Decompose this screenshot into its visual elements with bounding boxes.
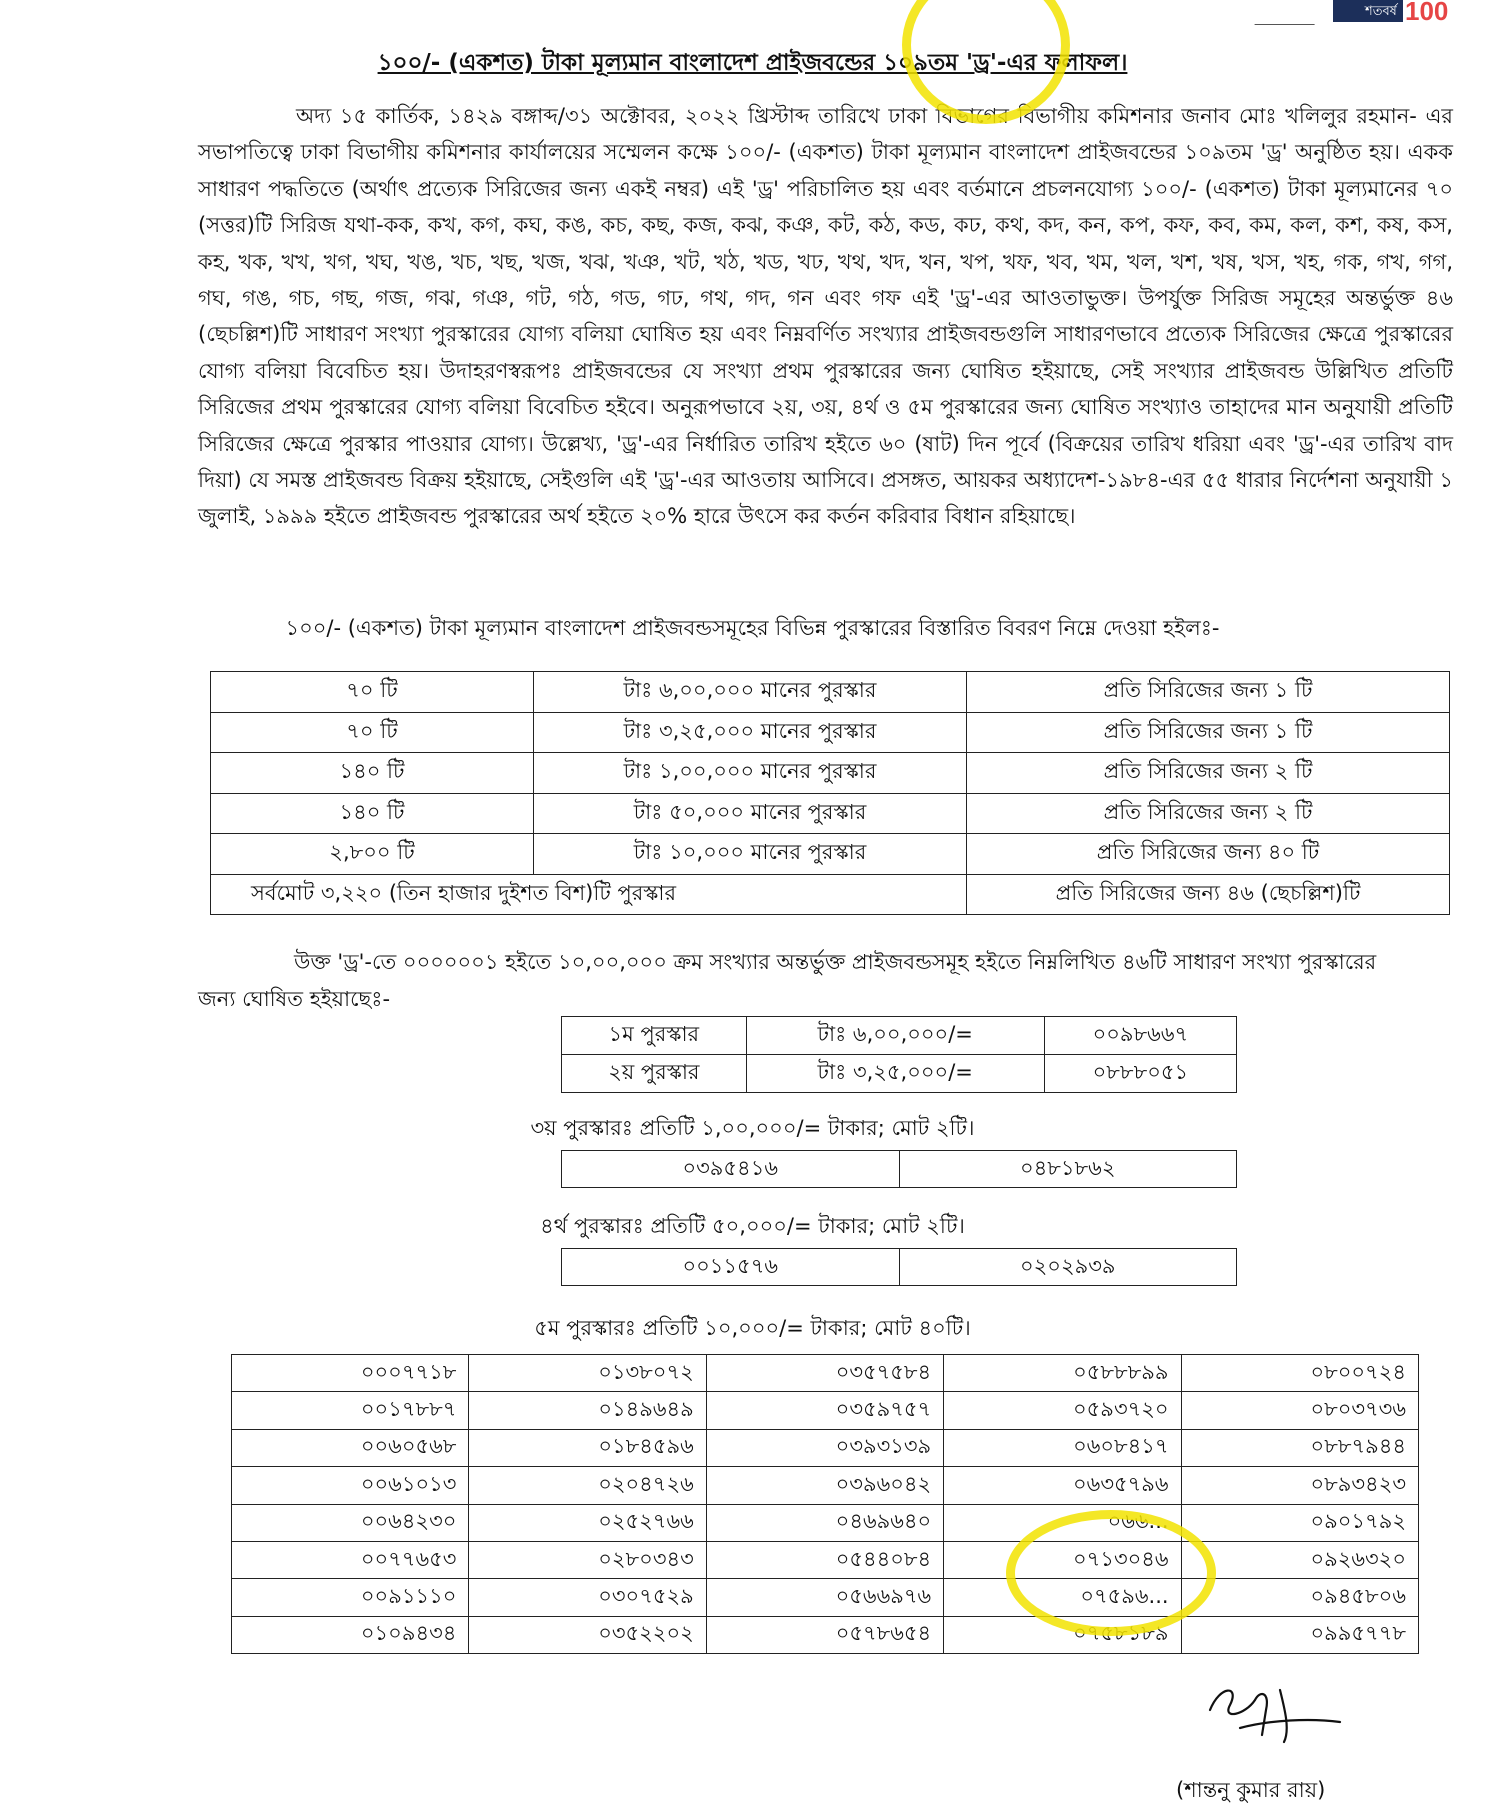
table-cell: ০৩৫৭৫৮৪ <box>706 1355 943 1392</box>
table-cell: ০০৬৪২৩০ <box>232 1504 469 1541</box>
table-cell: ০৬০৮৪১৭ <box>944 1429 1181 1466</box>
document-title: ১০০/- (একশত) টাকা মূল্যমান বাংলাদেশ প্রাইজবন্ডের ১০৯তম 'ড্র'-এর ফলাফল। <box>377 50 1128 76</box>
table-cell: ০৬৩৫৭৯৬ <box>944 1467 1181 1504</box>
table-row <box>211 712 1450 753</box>
table-cell: ০৫৬৬৯৭৬ <box>706 1579 943 1616</box>
fifth-prize-header: ৫ম পুরস্কারঃ প্রতিটি ১০,০০০/= টাকার; মোট ৪০টি। <box>534 1316 971 1340</box>
table-cell: ১৪০ টি <box>211 793 534 834</box>
top-prizes-table <box>561 1016 1237 1093</box>
table-cell: ০৩৯৬০৪২ <box>706 1467 943 1504</box>
table-cell: ০০৬০৫৬৮ <box>232 1429 469 1466</box>
table-cell: ০৭১৩০৪৬ <box>944 1541 1181 1578</box>
table-cell: ৭০ টি <box>211 712 534 753</box>
table-cell: ০৯৪৫৮০৬ <box>1181 1579 1418 1616</box>
table-row <box>232 1467 1419 1504</box>
table-row <box>232 1541 1419 1578</box>
table-cell: প্রতি সিরিজের জন্য ৪০ টি <box>967 834 1450 875</box>
prize-number: ০০১১৫৭৬ <box>562 1249 900 1286</box>
table-cell: ০২৫২৭৬৬ <box>469 1504 706 1541</box>
table-cell: প্রতি সিরিজের জন্য ৪৬ (ছেচল্লিশ)টি <box>967 874 1450 915</box>
table-cell: প্রতি সিরিজের জন্য ১ টি <box>967 672 1450 713</box>
table-cell: ০১৩৮০৭২ <box>469 1355 706 1392</box>
third-prize-header: ৩য় পুরস্কারঃ প্রতিটি ১,০০,০০০/= টাকার; মোট ২টি। <box>530 1116 975 1140</box>
table-cell: ০৯২৬৩২০ <box>1181 1541 1418 1578</box>
table-row <box>232 1355 1419 1392</box>
table-cell: টাঃ ৬,০০,০০০ মানের পুরস্কার <box>534 672 967 713</box>
logo <box>1263 0 1463 24</box>
table-cell: ০৫৯৩৭২০ <box>944 1392 1181 1429</box>
table-cell: ০৭৫৯৬... <box>944 1579 1181 1616</box>
table-cell: টাঃ ৩,২৫,০০০ মানের পুরস্কার <box>534 712 967 753</box>
table-cell: ০৬৬... <box>944 1504 1181 1541</box>
table-cell: ০১০৯৪৩৪ <box>232 1616 469 1653</box>
table-cell: টাঃ ১,০০,০০০ মানের পুরস্কার <box>534 753 967 794</box>
table-cell: ০১৪৯৬৪৯ <box>469 1392 706 1429</box>
table-row <box>232 1504 1419 1541</box>
table-row <box>211 672 1450 713</box>
table-cell: ০৩৫২২০২ <box>469 1616 706 1653</box>
table-cell: ০৭৫৮১৮৯ <box>944 1616 1181 1653</box>
table-cell: ১৪০ টি <box>211 753 534 794</box>
table-cell: ০০৬১০১৩ <box>232 1467 469 1504</box>
table-cell: ০০৯১১১০ <box>232 1579 469 1616</box>
table-cell: টাঃ ৩,২৫,০০০/= <box>746 1055 1044 1093</box>
table-row <box>562 1151 1237 1188</box>
table-cell: টাঃ ৬,০০,০০০/= <box>746 1017 1044 1055</box>
prize-number: ০৩৯৫৪১৬ <box>562 1151 900 1188</box>
prize-number: ০২০২৯৩৯ <box>899 1249 1237 1286</box>
table-cell: ০৮০০৭২৪ <box>1181 1355 1418 1392</box>
logo-subtitle: শতবর্ষ <box>1365 4 1397 19</box>
table-cell: ০৯০১৭৯২ <box>1181 1504 1418 1541</box>
table-cell: ১ম পুরস্কার <box>562 1017 747 1055</box>
table-cell: প্রতি সিরিজের জন্য ২ টি <box>967 793 1450 834</box>
table-cell: ২য় পুরস্কার <box>562 1055 747 1093</box>
table-cell: ০০৭৭৬৫৩ <box>232 1541 469 1578</box>
logo-number: 100 <box>1405 0 1449 26</box>
table-row <box>232 1392 1419 1429</box>
table-row <box>211 874 1450 915</box>
table-cell: ০০০৭৭১৮ <box>232 1355 469 1392</box>
intro-paragraph: অদ্য ১৫ কার্তিক, ১৪২৯ বঙ্গাব্দ/৩১ অক্টোবর, ২০২২ খ্রিস্টাব্দ তারিখে ঢাকা বিভাগের বিভাগীয় কমিশনার জনাব মোঃ খলিলুর রহমান- এর সভাপতিত্বে ঢাকা বিভাগীয় কমিশনার কার্যালয়ের সম্মেলন কক্ষে ১০০/- (একশত) টাকা মূল্যমান বাংলাদেশ প্রাইজবন্ডের ১০৯তম 'ড্র' অনুষ্ঠিত হয়। একক সাধারণ পদ্ধতিতে (অর্থাৎ প্রত্যেক সিরিজের জন্য একই নম্বর) এই 'ড্র' পরিচালিত হয় এবং বর্তমানে প্রচলনযোগ্য ১০০/- (একশত) টাকা মূল্যমানের ৭০ (সত্তর)টি সিরিজ যথা-কক, কখ, কগ, কঘ, কঙ, কচ, কছ, কজ, কঝ, কঞ, কট, কঠ, কড, কঢ, কথ, কদ, কন, কপ, কফ, কব, কম, কল, কশ, কষ, কস, কহ, খক, খখ, খগ, খঘ, খঙ, খচ, খছ, খজ, খঝ, খঞ, খট, খঠ, খড, খঢ, খথ, খদ, খন, খপ, খফ, খব, খম, খল, খশ, খষ, খস, খহ, গক, গখ, গগ, গঘ, গঙ, গচ, গছ, গজ, গঝ, গঞ, গট, গঠ, গড, গঢ, গথ, গদ, গন এবং গফ এই 'ড্র'-এর আওতাভুক্ত। উপর্যুক্ত সিরিজ সমূহের অন্তর্ভুক্ত ৪৬ (ছেচল্লিশ)টি সাধারণ সংখ্যা পুরস্কারের যোগ্য বলিয়া ঘোষিত হয় এবং নিম্নবর্ণিত সংখ্যার প্রাইজবন্ডগুলি সাধারণভাবে প্রত্যেক সিরিজের ক্ষেত্রে পুরস্কারের যোগ্য বলিয়া বিবেচিত হয়। উদাহরণস্বরূপঃ প্রাইজবন্ডের যে সংখ্যা প্রথম পুরস্কারের জন্য ঘোষিত হইয়াছে, সেই সংখ্যার প্রাইজবন্ড উল্লিখিত প্রতিটি সিরিজের প্রথম পুরস্কারের যোগ্য বলিয়া বিবেচিত হইবে। অনুরূপভাবে ২য়, ৩য়, ৪র্থ ও ৫ম পুরস্কারের জন্য ঘোষিত সংখ্যাও তাহাদের মান অনুযায়ী প্রতিটি সিরিজের ক্ষেত্রে পুরস্কার পাওয়ার যোগ্য। উল্লেখ্য, 'ড্র'-এর নির্ধারিত তারিখ হইতে ৬০ (ষাট) দিন পূর্বে (বিক্রয়ের তারিখ ধরিয়া এবং 'ড্র'-এর তারিখ বাদ দিয়া) যে সমস্ত প্রাইজবন্ড বিক্রয় হইয়াছে, সেইগুলি এই 'ড্র'-এর আওতায় আসিবে। প্রসঙ্গত, আয়কর অধ্যাদেশ-১৯৮৪-এর ৫৫ ধারার নির্দেশনা অনুযায়ী ১ জুলাই, ১৯৯৯ হইতে প্রাইজবন্ড পুরস্কারের অর্থ হইতে ২০% হারে উৎসে কর কর্তন করিবার বিধান রহিয়াছে। <box>198 104 1453 529</box>
prize-number: ০৪৮১৮৬২ <box>899 1151 1237 1188</box>
table-cell: ০৫৭৮৬৫৪ <box>706 1616 943 1653</box>
table-cell: ২,৮০০ টি <box>211 834 534 875</box>
table-cell: প্রতি সিরিজের জন্য ২ টি <box>967 753 1450 794</box>
table-cell: ০৩৯৩১৩৯ <box>706 1429 943 1466</box>
table-cell: ০৪৬৯৬৪০ <box>706 1504 943 1541</box>
table-row <box>232 1429 1419 1466</box>
table-row <box>232 1616 1419 1653</box>
table-cell: ০৩০৭৫২৯ <box>469 1579 706 1616</box>
table-cell: ০১৮৪৫৯৬ <box>469 1429 706 1466</box>
table-cell: ০০৯৮৬৬৭ <box>1044 1017 1236 1055</box>
table-cell: ০৫৪৪০৮৪ <box>706 1541 943 1578</box>
table-cell: ০২৮০৩৪৩ <box>469 1541 706 1578</box>
table-row <box>211 834 1450 875</box>
table-cell: ০৮৮৮০৫১ <box>1044 1055 1236 1093</box>
table-row <box>211 753 1450 794</box>
table-cell: ০৯৯৫৭৭৮ <box>1181 1616 1418 1653</box>
table-cell: সর্বমোট ৩,২২০ (তিন হাজার দুইশত বিশ)টি পুরস্কার <box>211 874 967 915</box>
table-cell: ০৮৮৭৯৪৪ <box>1181 1429 1418 1466</box>
table-row <box>562 1017 1237 1055</box>
table-cell: টাঃ ৫০,০০০ মানের পুরস্কার <box>534 793 967 834</box>
table-row <box>562 1055 1237 1093</box>
fourth-prize-header: ৪র্থ পুরস্কারঃ প্রতিটি ৫০,০০০/= টাকার; মোট ২টি। <box>540 1214 965 1238</box>
table-cell: ০৩৫৯৭৫৭ <box>706 1392 943 1429</box>
table-row <box>562 1249 1237 1286</box>
third-prize-table <box>561 1150 1237 1188</box>
signature <box>1200 1680 1350 1750</box>
table-row <box>211 793 1450 834</box>
winning-numbers-intro: উক্ত 'ড্র'-তে ০০০০০০১ হইতে ১০,০০,০০০ ক্রম সংখ্যার অন্তর্ভুক্ত প্রাইজবন্ডসমূহ হইতে নিম্নলিখিত ৪৬টি সাধারণ সংখ্যা পুরস্কারের জন্য ঘোষিত হইয়াছেঃ- <box>198 950 1377 1011</box>
table-cell: ০০১৭৮৮৭ <box>232 1392 469 1429</box>
signatory-name: (শান্তনু কুমার রায়) <box>1176 1778 1326 1802</box>
table-cell: টাঃ ১০,০০০ মানের পুরস্কার <box>534 834 967 875</box>
table-cell: ০৮৯৩৪২৩ <box>1181 1467 1418 1504</box>
prize-summary-table <box>210 671 1450 915</box>
table-cell: প্রতি সিরিজের জন্য ১ টি <box>967 712 1450 753</box>
table-cell: ০৫৮৮৮৯৯ <box>944 1355 1181 1392</box>
table-cell: ০২০৪৭২৬ <box>469 1467 706 1504</box>
table-cell: ০৮০৩৭৩৬ <box>1181 1392 1418 1429</box>
table-cell: ৭০ টি <box>211 672 534 713</box>
pen-icon <box>1254 0 1332 25</box>
table-row <box>232 1579 1419 1616</box>
prize-details-intro: ১০০/- (একশত) টাকা মূল্যমান বাংলাদেশ প্রাইজবন্ডসমূহের বিভিন্ন পুরস্কারের বিস্তারিত বিবরণ নিম্নে দেওয়া হইলঃ- <box>285 616 1220 640</box>
fourth-prize-table <box>561 1248 1237 1286</box>
fifth-prize-table <box>231 1354 1419 1654</box>
